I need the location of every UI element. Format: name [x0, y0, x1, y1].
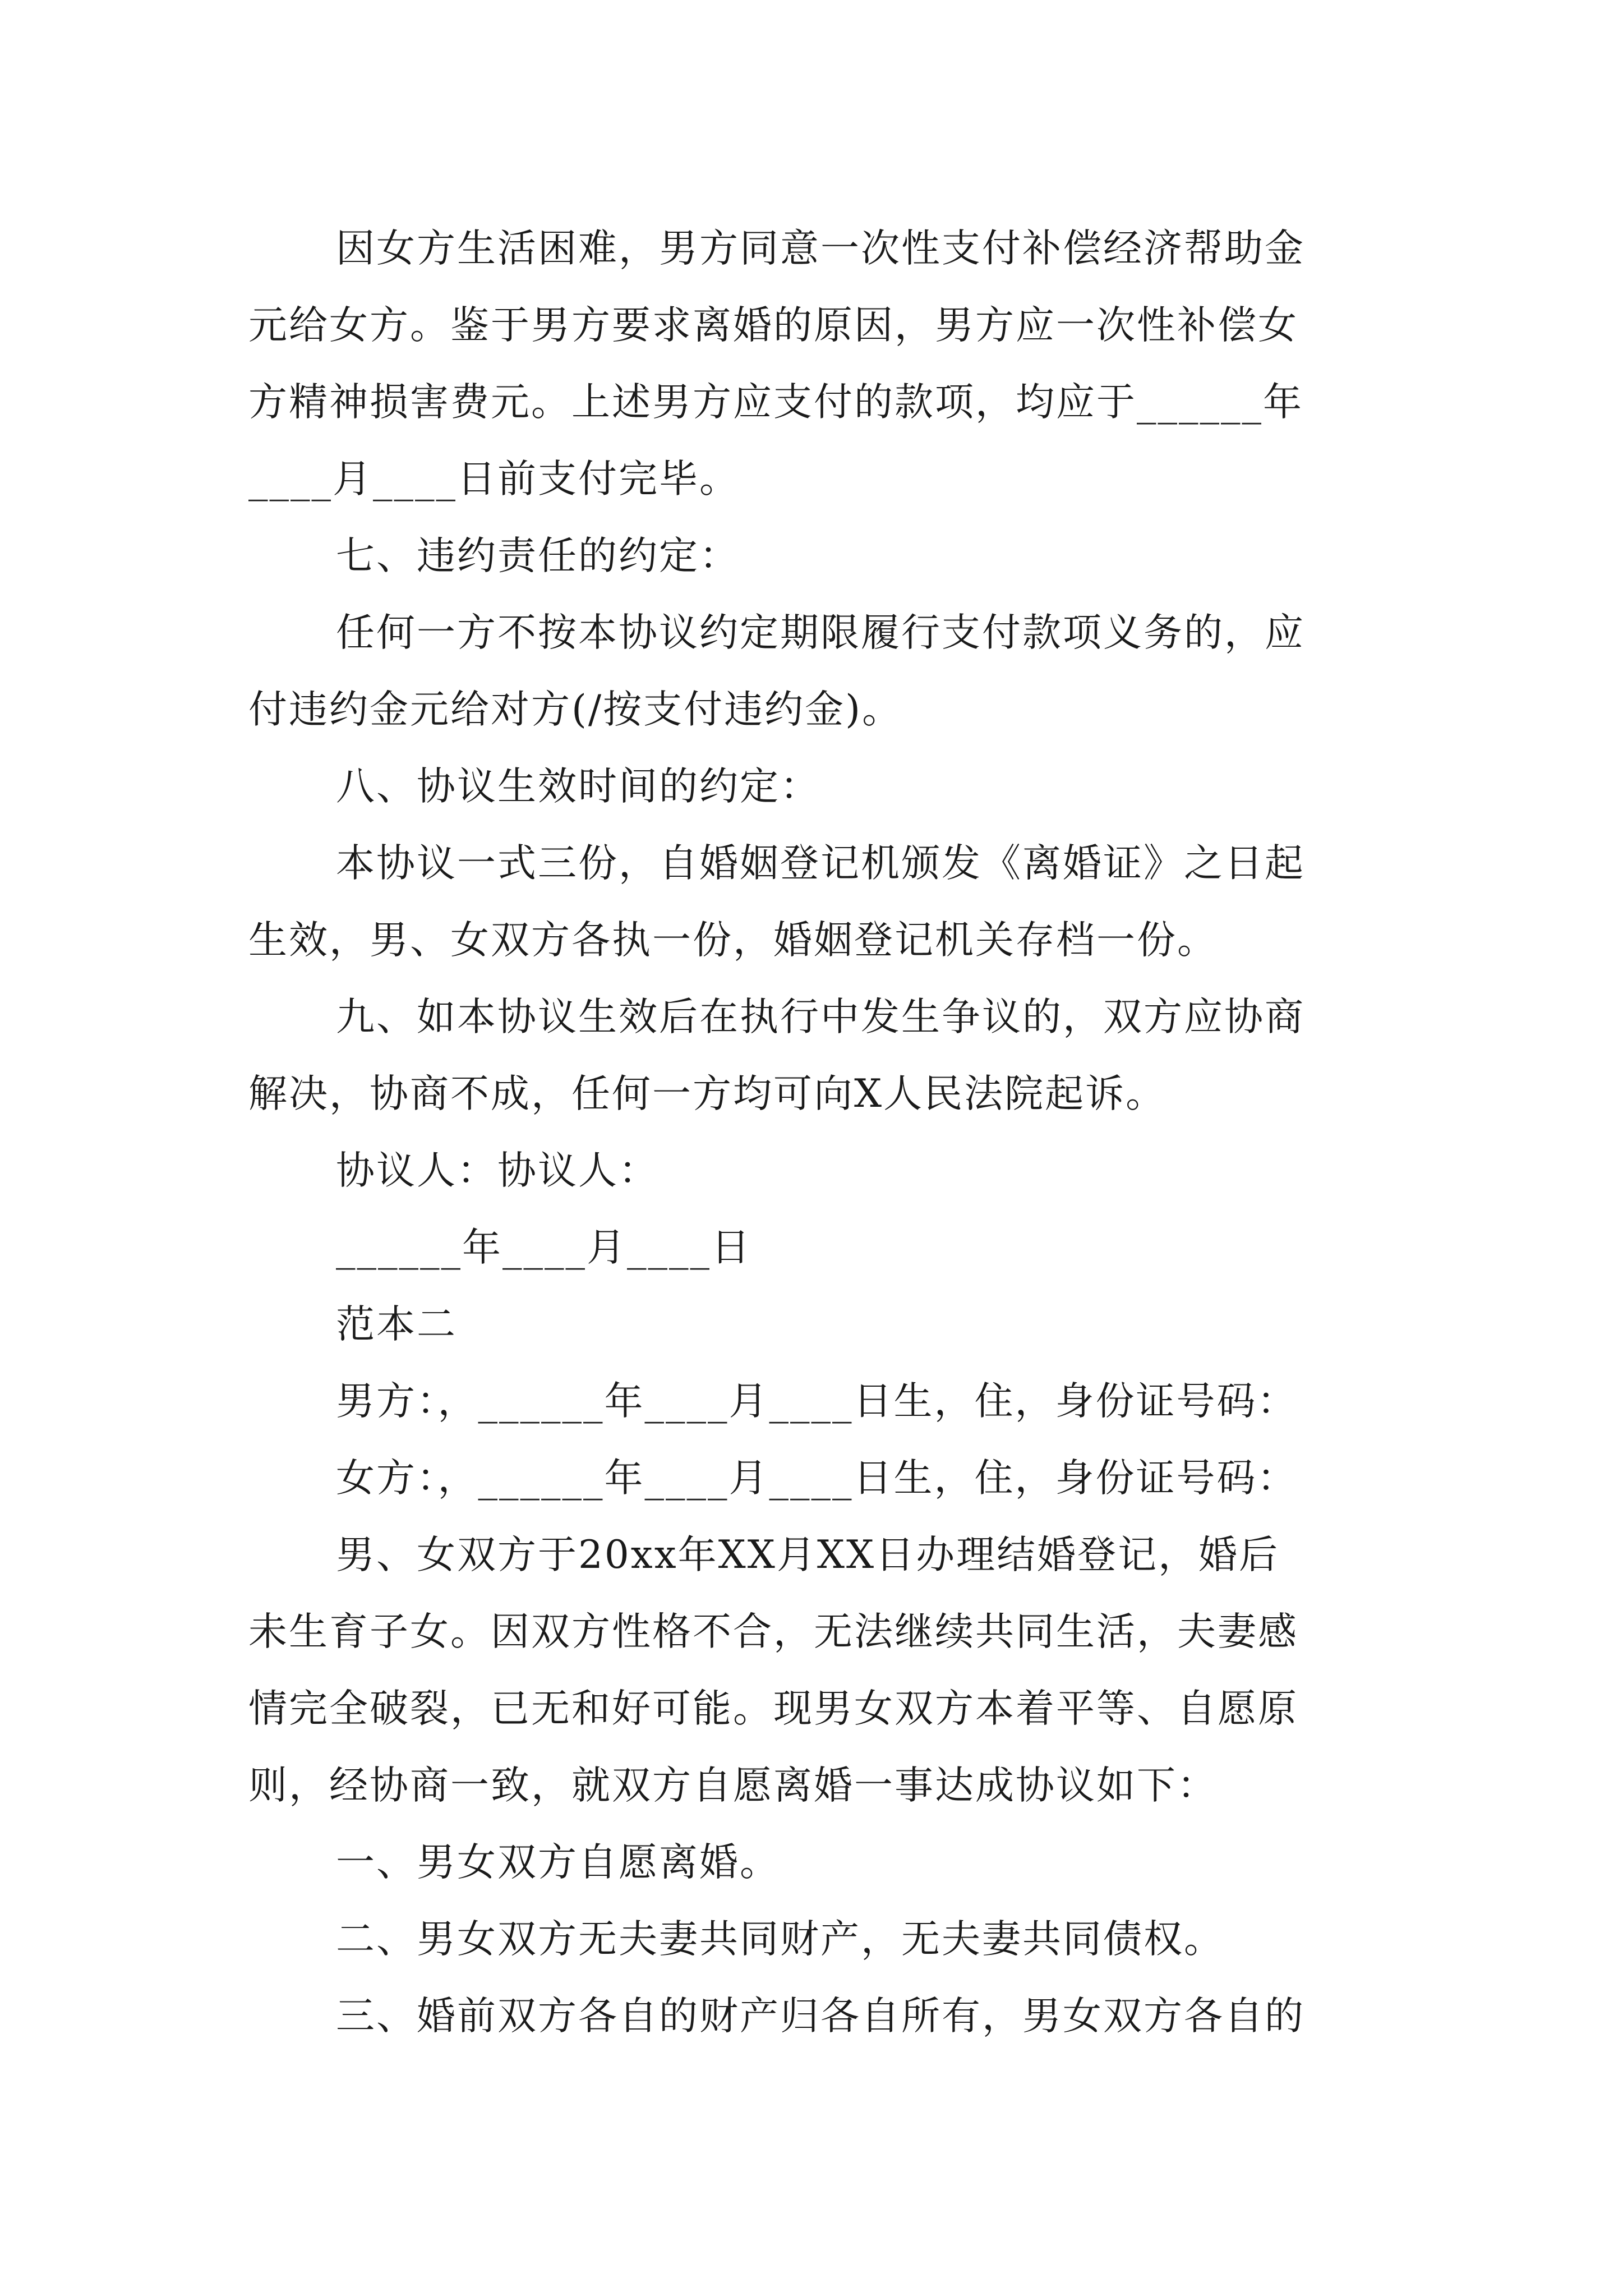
text-line: 协议人：协议人： — [336, 1148, 659, 1193]
document-body — [248, 210, 1385, 2055]
text-line: 八、协议生效时间的约定： — [336, 764, 820, 809]
text-line: 元给女方。鉴于男方要求离婚的原因，男方应一次性补偿女 — [248, 303, 1298, 348]
template-two-heading — [248, 1286, 1385, 1363]
clause-three — [248, 1978, 1385, 2055]
clause-one — [248, 1824, 1385, 1901]
text-line: 解决，协商不成，任何一方均可向X人民法院起诉。 — [248, 1071, 1166, 1116]
text-line: ______年____月____日 — [336, 1225, 751, 1270]
paragraph-marriage-background — [248, 1517, 1385, 1824]
text-line: 情完全破裂，已无和好可能。现男女双方本着平等、自愿原 — [248, 1686, 1298, 1731]
signatories-line — [248, 1133, 1385, 1209]
text-line: 任何一方不按本协议约定期限履行支付款项义务的，应 — [336, 610, 1305, 655]
text-line: 九、如本协议生效后在执行中发生争议的，双方应协商 — [336, 995, 1305, 1039]
text-line: 未生育子女。因双方性格不合，无法继续共同生活，夫妻感 — [248, 1609, 1298, 1654]
section-heading-breach — [248, 518, 1385, 595]
paragraph-breach — [248, 595, 1385, 748]
male-party-line — [248, 1363, 1385, 1440]
date-line — [248, 1209, 1385, 1286]
text-line: 生效，男、女双方各执一份，婚姻登记机关存档一份。 — [248, 918, 1218, 963]
female-party-line — [248, 1440, 1385, 1517]
text-line: 七、违约责任的约定： — [336, 533, 740, 578]
text-line: 则，经协商一致，就双方自愿离婚一事达成协议如下： — [248, 1763, 1218, 1808]
paragraph-dispute — [248, 979, 1385, 1133]
text-line: 二、男女双方无夫妻共同财产，无夫妻共同债权。 — [336, 1917, 1224, 1962]
clause-two — [248, 1901, 1385, 1978]
text-line: 本协议一式三份，自婚姻登记机颁发《离婚证》之日起 — [336, 841, 1305, 886]
paragraph-compensation — [248, 210, 1385, 518]
text-line: 男方：，______年____月____日生，住，身份证号码： — [336, 1379, 1298, 1424]
paragraph-effective — [248, 825, 1385, 979]
text-line: 方精神损害费元。上述男方应支付的款项，均应于______年 — [248, 380, 1303, 425]
text-line: ____月____日前支付完毕。 — [248, 457, 740, 501]
text-line: 三、婚前双方各自的财产归各自所有，男女双方各自的 — [336, 1994, 1305, 2039]
text-line: 付违约金元给对方(/按支付违约金)。 — [248, 687, 903, 732]
text-line: 一、男女双方自愿离婚。 — [336, 1840, 780, 1885]
text-line: 范本二 — [336, 1302, 457, 1347]
text-line: 因女方生活困难，男方同意一次性支付补偿经济帮助金 — [336, 226, 1305, 271]
text-line: 女方：，______年____月____日生，住，身份证号码： — [336, 1456, 1298, 1501]
section-heading-effective — [248, 748, 1385, 825]
text-line: 男、女双方于20xx年XX月XX日办理结婚登记，婚后 — [336, 1533, 1280, 1577]
